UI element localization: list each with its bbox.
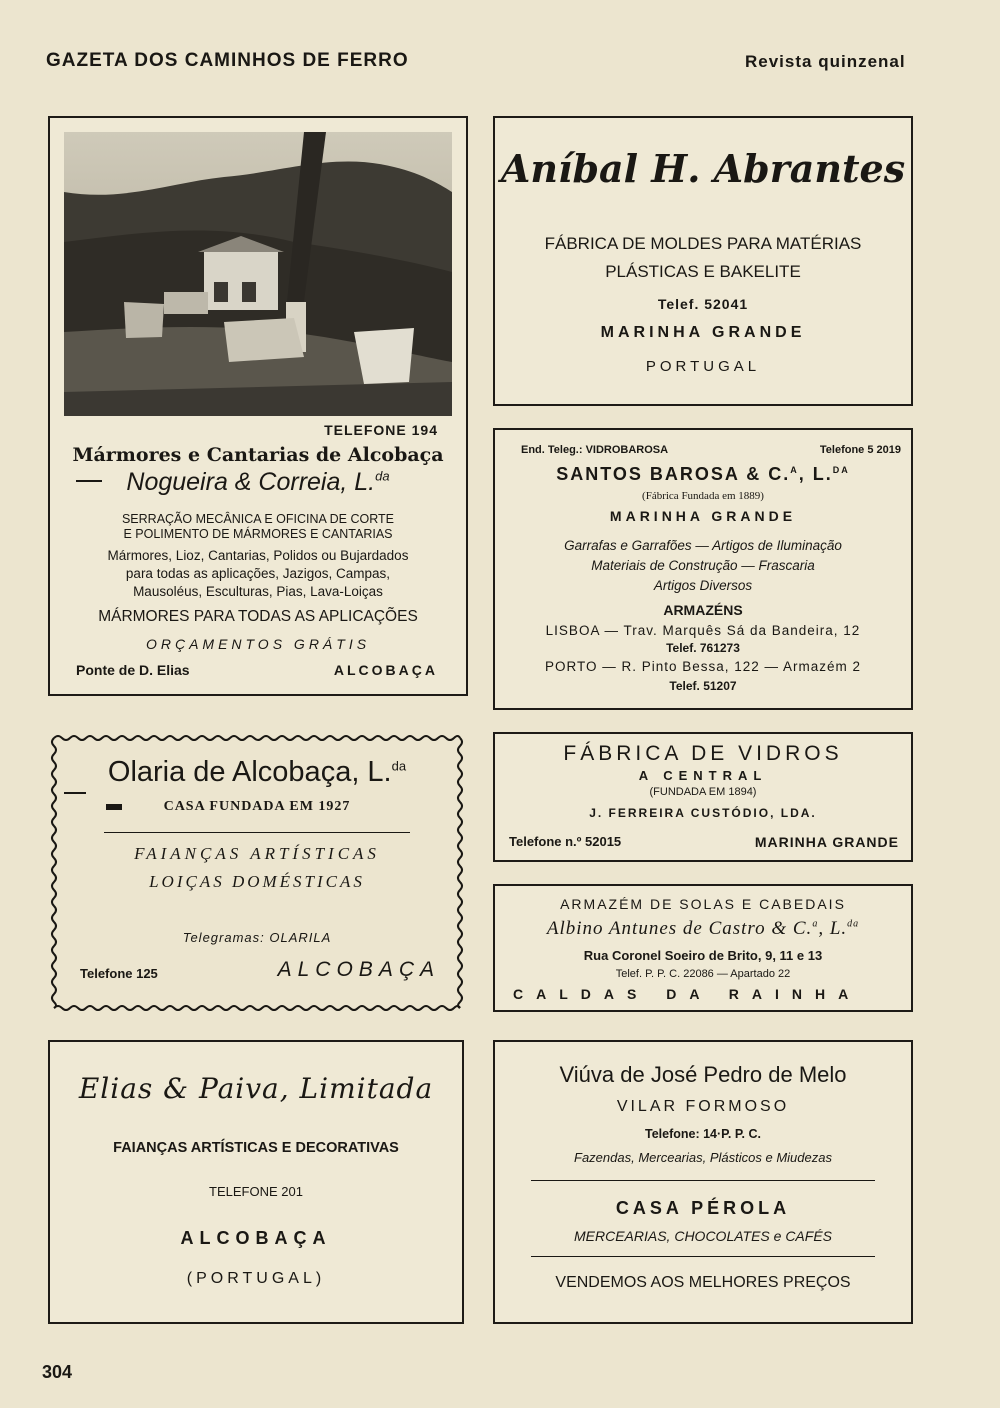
- barosa-products-3: Artigos Diversos: [653, 578, 753, 593]
- marmores-city: ALCOBAÇA: [333, 662, 438, 678]
- viuva-shop-products: MERCEARIAS, CHOCOLATES e CAFÉS: [573, 1228, 832, 1244]
- marmores-service-1: SERRAÇÃO MECÂNICA E OFICINA DE CORTE: [121, 512, 395, 526]
- abrantes-city: MARINHA GRANDE: [600, 324, 806, 341]
- solas-name-sup-da: da: [847, 918, 860, 930]
- quarry-photo: [64, 132, 452, 416]
- abrantes-line-1: FÁBRICA DE MOLDES PARA MATÉRIAS: [544, 234, 862, 253]
- ad-fabrica-vidros: [493, 732, 913, 862]
- marmores-desc-3: Mausoléus, Esculturas, Pias, Lava-Loiças: [133, 584, 383, 599]
- marmores-company-name: Nogueira & Correia, L.: [126, 468, 376, 496]
- vidros-founded: (FUNDADA EM 1894): [649, 786, 757, 798]
- ad-marmores-alcobaca: [48, 116, 468, 696]
- ad-elias-paiva: [48, 1040, 464, 1324]
- vidros-owner: J. FERREIRA CUSTÓDIO, LDA.: [589, 806, 817, 820]
- marmores-company: [50, 468, 466, 497]
- elias-line: FAIANÇAS ARTÍSTICAS E DECORATIVAS: [113, 1140, 399, 1156]
- marmores-desc-1: Mármores, Lioz, Cantarias, Polidos ou Bujardados: [107, 548, 409, 563]
- viuva-divider-2: [531, 1256, 875, 1257]
- solas-name-main: Albino Antunes de Castro & C.: [546, 918, 813, 939]
- elias-city: ALCOBAÇA: [180, 1228, 332, 1248]
- journal-subtitle: Revista quinzenal: [745, 52, 906, 71]
- olaria-divider: [104, 832, 410, 833]
- barosa-name-ld: , L.: [798, 464, 833, 484]
- viuva-slogan: VENDEMOS AOS MELHORES PREÇOS: [555, 1274, 851, 1291]
- ad-viuva-melo: [493, 1040, 913, 1324]
- olaria-telegramas: Telegramas: OLARILA: [182, 930, 332, 945]
- elias-telefone: TELEFONE 201: [209, 1184, 303, 1199]
- barosa-name-sup-da: DA: [832, 465, 850, 475]
- olaria-founded: CASA FUNDADA EM 1927: [163, 799, 351, 814]
- marmores-address: Ponte de D. Elias: [76, 662, 190, 678]
- barosa-telefone: Telefone 5 2019: [819, 444, 901, 456]
- barosa-city: MARINHA GRANDE: [609, 508, 797, 524]
- elias-name: Elias & Paiva, Limitada: [78, 1072, 434, 1105]
- viuva-telefone: Telefone: 14·P. P. C.: [644, 1127, 761, 1141]
- barosa-name: [495, 464, 911, 485]
- solas-name: [495, 918, 911, 940]
- barosa-name-sup-a: A: [790, 465, 799, 475]
- viuva-divider: [531, 1180, 875, 1181]
- barosa-porto-tel: Telef. 51207: [669, 679, 737, 693]
- quarry-photo-illustration: [64, 132, 452, 416]
- barosa-products-2: Materiais de Construção — Frascaria: [591, 558, 815, 573]
- viuva-city: VILAR FORMOSO: [616, 1098, 790, 1115]
- olaria-telefone: Telefone 125: [80, 966, 158, 981]
- barosa-name-main: SANTOS BAROSA & C.: [556, 464, 791, 484]
- olaria-city: ALCOBAÇA: [277, 958, 440, 981]
- journal-title: GAZETA DOS CAMINHOS DE FERRO: [46, 50, 409, 71]
- solas-name-sup-a: a: [812, 918, 819, 930]
- olaria-name: [48, 756, 466, 789]
- viuva-shop: CASA PÉROLA: [615, 1198, 791, 1218]
- marmores-service-2: E POLIMENTO DE MÁRMORES E CANTARIAS: [123, 527, 393, 541]
- olaria-line-2: LOIÇAS DOMÉSTICAS: [149, 872, 365, 891]
- solas-city: CALDAS DA RAINHA: [513, 986, 862, 1002]
- marmores-slogan: MÁRMORES PARA TODAS AS APLICAÇÕES: [98, 608, 418, 625]
- marmores-company-sup: da: [375, 468, 390, 484]
- ad-santos-barosa: [493, 428, 913, 710]
- abrantes-telef: Telef. 52041: [657, 296, 749, 312]
- ad-armazem-solas: [493, 884, 913, 1012]
- abrantes-line-2: PLÁSTICAS E BAKELITE: [605, 262, 801, 281]
- barosa-products-1: Garrafas e Garrafões — Artigos de Iluminação: [564, 538, 842, 553]
- ad-abrantes: [493, 116, 913, 406]
- barosa-end-teleg: End. Teleg.: VIDROBAROSA: [521, 444, 669, 456]
- vidros-telefone: Telefone n.º 52015: [509, 834, 622, 849]
- barosa-lisboa: LISBOA — Trav. Marquês Sá da Bandeira, 12: [545, 623, 861, 638]
- olaria-name-main: Olaria de Alcobaça, L.: [107, 756, 392, 788]
- olaria-line-1: FAIANÇAS ARTÍSTICAS: [134, 844, 380, 863]
- ad-olaria-alcobaca: [48, 732, 466, 1014]
- barosa-lisboa-tel: Telef. 761273: [666, 641, 740, 655]
- solas-name-ld: , L.: [818, 918, 848, 939]
- solas-address: Rua Coronel Soeiro de Brito, 9, 11 e 13: [583, 948, 823, 963]
- barosa-founded: (Fábrica Fundada em 1889): [642, 490, 764, 502]
- marmores-desc-2: para todas as aplicações, Jazigos, Campas,: [125, 566, 391, 581]
- barosa-armazens: ARMAZÉNS: [663, 602, 743, 618]
- marmores-title: Mármores e Cantarias de Alcobaça: [72, 444, 444, 466]
- vidros-subtitle: A CENTRAL: [638, 768, 768, 783]
- olaria-dash: [64, 792, 86, 794]
- page-number: 304: [42, 1362, 73, 1382]
- solas-telef: Telef. P. P. C. 22086 — Apartado 22: [615, 968, 791, 980]
- viuva-name: Viúva de José Pedro de Melo: [559, 1062, 847, 1087]
- olaria-name-sup: da: [391, 758, 407, 774]
- elias-country: (PORTUGAL): [186, 1270, 326, 1287]
- abrantes-country: PORTUGAL: [645, 358, 761, 375]
- barosa-porto: PORTO — R. Pinto Bessa, 122 — Armazém 2: [544, 659, 862, 674]
- vidros-title: FÁBRICA DE VIDROS: [563, 742, 843, 765]
- viuva-products: Fazendas, Mercearias, Plásticos e Miudezas: [574, 1150, 832, 1165]
- marmores-orcamentos: ORÇAMENTOS GRÁTIS: [145, 636, 371, 652]
- marmores-telefone: TELEFONE 194: [324, 422, 438, 438]
- vidros-city: MARINHA GRANDE: [754, 834, 899, 850]
- solas-title: ARMAZÉM DE SOLAS E CABEDAIS: [560, 896, 846, 912]
- abrantes-name: Aníbal H. Abrantes: [500, 146, 906, 191]
